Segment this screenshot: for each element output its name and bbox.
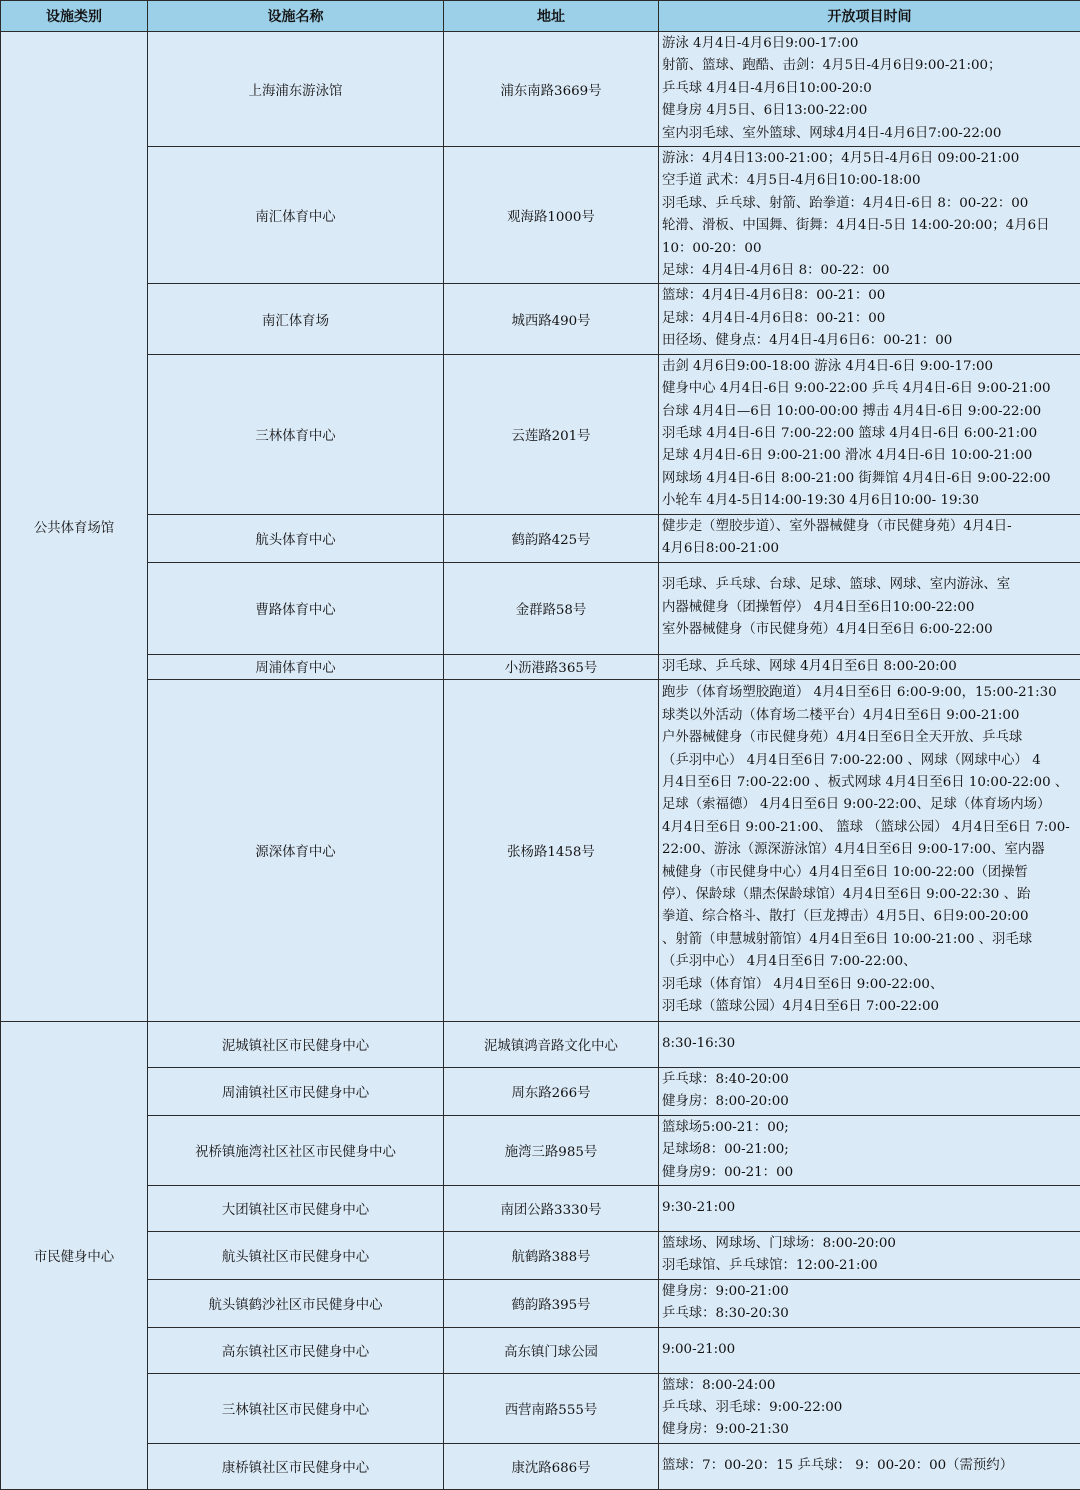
facility-name: 上海浦东游泳馆: [148, 32, 444, 147]
facility-address: 周东路266号: [444, 1067, 659, 1115]
table-row: [1, 1231, 1080, 1279]
hours-line: 球类以外活动（体育场二楼平台）4月4日至6日 9:00-21:00: [662, 705, 1080, 727]
facility-hours: [659, 562, 1080, 654]
hours-line: 羽毛球、乒乓球、射箭、跆拳道：4月4日-6日 8：00-22：00: [662, 193, 1080, 215]
facility-address: 西营南路555号: [444, 1373, 659, 1443]
hours-line: 小轮车 4月4-5日14:00-19:30 4月6日10:00- 19:30: [662, 490, 1080, 512]
hours-line: 8:30-16:30: [662, 1033, 1080, 1055]
table-row: [1, 1373, 1080, 1443]
table-row: [1, 1067, 1080, 1115]
hours-line: （乒羽中心） 4月4日至6日 7:00-22:00、: [662, 951, 1080, 973]
hours-line: 健身房：9:00-21:00: [662, 1281, 1080, 1303]
facility-name: 南汇体育中心: [148, 147, 444, 284]
hours-line: 轮滑、滑板、中国舞、街舞：4月4日-5日 14:00-20:00；4月6日: [662, 215, 1080, 237]
hours-line: 健身房 4月5日、6日13:00-22:00: [662, 100, 1080, 122]
hours-line: 游泳 4月4日-4月6日9:00-17:00: [662, 33, 1080, 55]
hours-line: 健身中心 4月4日-6日 9:00-22:00 乒乓 4月4日-6日 9:00-21:00: [662, 378, 1080, 400]
hours-line: 9:00-21:00: [662, 1339, 1080, 1361]
hours-line: 羽毛球（篮球公园）4月4日至6日 7:00-22:00: [662, 996, 1080, 1018]
hours-line: 月4日至6日 7:00-22:00 、板式网球 4月4日至6日 10:00-22:00 、: [662, 772, 1080, 794]
hours-line: 击剑 4月6日9:00-18:00 游泳 4月4日-6日 9:00-17:00: [662, 356, 1080, 378]
hours-line: 乒乓球、羽毛球：9:00-22:00: [662, 1397, 1080, 1419]
table-row: [1, 679, 1080, 1021]
table-row: [1, 654, 1080, 679]
table-row: [1, 284, 1080, 354]
hours-line: 篮球：7：00-20：15 乒乓球： 9：00-20：00（需预约）: [662, 1455, 1080, 1477]
hours-line: 乒乓球：8:30-20:30: [662, 1303, 1080, 1325]
hours-line: 羽毛球 4月4日-6日 7:00-22:00 篮球 4月4日-6日 6:00-21:00: [662, 423, 1080, 445]
hours-line: 室外器械健身（市民健身苑）4月4日至6日 6:00-22:00: [662, 619, 1080, 641]
table-row: [1, 1115, 1080, 1185]
facility-address: 浦东南路3669号: [444, 32, 659, 147]
table-row: [1, 32, 1080, 147]
facility-hours: [659, 1443, 1080, 1489]
facility-hours: [659, 284, 1080, 354]
facility-hours: [659, 679, 1080, 1021]
hours-line: 停）、保龄球（鼎杰保龄球馆）4月4日至6日 9:00-22:30 、跆: [662, 884, 1080, 906]
hours-line: 游泳：4月4日13:00-21:00；4月5日-4月6日 09:00-21:00: [662, 148, 1080, 170]
table-row: [1, 562, 1080, 654]
hours-line: 篮球：4月4日-4月6日8：00-21：00: [662, 285, 1080, 307]
hours-line: 足球场8：00-21:00;: [662, 1139, 1080, 1161]
hours-line: 足球 4月4日-6日 9:00-21:00 滑冰 4月4日-6日 10:00-21:00: [662, 445, 1080, 467]
hours-line: 健身房：9:00-21:30: [662, 1419, 1080, 1441]
table-row: [1, 1443, 1080, 1489]
hours-line: 室内羽毛球、室外篮球、网球4月4日-4月6日7:00-22:00: [662, 123, 1080, 145]
hours-line: 篮球：8:00-24:00: [662, 1375, 1080, 1397]
facility-address: 施湾三路985号: [444, 1115, 659, 1185]
facility-name: 航头镇社区市民健身中心: [148, 1231, 444, 1279]
facility-name: 三林镇社区市民健身中心: [148, 1373, 444, 1443]
facility-address: 康沈路686号: [444, 1443, 659, 1489]
hours-line: 羽毛球馆、乒乓球馆：12:00-21:00: [662, 1255, 1080, 1277]
facility-hours: [659, 1327, 1080, 1373]
facility-address: 张杨路1458号: [444, 679, 659, 1021]
table-row: [1, 1021, 1080, 1067]
facility-name: 航头体育中心: [148, 514, 444, 562]
facility-hours: [659, 32, 1080, 147]
hours-line: 空手道 武术：4月5日-4月6日10:00-18:00: [662, 170, 1080, 192]
hours-line: 9:30-21:00: [662, 1197, 1080, 1219]
hours-line: （乒羽中心） 4月4日至6日 7:00-22:00 、网球（网球中心） 4: [662, 750, 1080, 772]
facility-name: 泥城镇社区市民健身中心: [148, 1021, 444, 1067]
facility-address: 鹤韵路425号: [444, 514, 659, 562]
facility-hours: [659, 1067, 1080, 1115]
hours-line: 健步走（塑胶步道）、室外器械健身（市民健身苑）4月4日-: [662, 516, 1080, 538]
table-row: [1, 514, 1080, 562]
hours-line: 4月6日8:00-21:00: [662, 538, 1080, 560]
table-row: [1, 1327, 1080, 1373]
hours-line: 乒乓球：8:40-20:00: [662, 1069, 1080, 1091]
hours-line: 田径场、健身点：4月4日-4月6日6：00-21：00: [662, 330, 1080, 352]
hours-line: 乒乓球 4月4日-4月6日10:00-20:0: [662, 78, 1080, 100]
facility-hours: [659, 1021, 1080, 1067]
table-body: [1, 32, 1080, 1490]
header-category: 设施类别: [1, 1, 148, 32]
facility-name: 三林体育中心: [148, 354, 444, 514]
header-address: 地址: [444, 1, 659, 32]
hours-line: 篮球场5:00-21：00;: [662, 1117, 1080, 1139]
facility-address: 鹤韵路395号: [444, 1279, 659, 1327]
facility-name: 南汇体育场: [148, 284, 444, 354]
facility-hours: [659, 1373, 1080, 1443]
facility-hours: [659, 1115, 1080, 1185]
hours-line: 足球：4月4日-4月6日8：00-21：00: [662, 308, 1080, 330]
hours-line: 羽毛球、乒乓球、台球、足球、篮球、网球、室内游泳、室: [662, 574, 1080, 596]
hours-line: 户外器械健身（市民健身苑）4月4日至6日全天开放、乒乓球: [662, 727, 1080, 749]
hours-line: 4月4日至6日 9:00-21:00、 篮球 （篮球公园） 4月4日至6日 7:00-: [662, 817, 1080, 839]
table-row: [1, 147, 1080, 284]
facility-hours: [659, 1279, 1080, 1327]
facility-hours: [659, 1231, 1080, 1279]
facility-hours: [659, 354, 1080, 514]
facility-address: 航鹤路388号: [444, 1231, 659, 1279]
hours-line: 10：00-20：00: [662, 238, 1080, 260]
facility-address: 金群路58号: [444, 562, 659, 654]
facility-hours: [659, 654, 1080, 679]
facility-address: 小沥港路365号: [444, 654, 659, 679]
facility-hours: [659, 1185, 1080, 1231]
hours-line: 羽毛球、乒乓球、网球 4月4日至6日 8:00-20:00: [662, 656, 1080, 678]
hours-line: 内器械健身（团操暂停） 4月4日至6日10:00-22:00: [662, 597, 1080, 619]
hours-line: 22:00、游泳（源深游泳馆）4月4日至6日 9:00-17:00、室内器: [662, 839, 1080, 861]
facility-name: 祝桥镇施湾社区社区市民健身中心: [148, 1115, 444, 1185]
facility-name: 曹路体育中心: [148, 562, 444, 654]
facility-name: 大团镇社区市民健身中心: [148, 1185, 444, 1231]
header-row: [1, 1, 1080, 32]
table-row: [1, 1185, 1080, 1231]
hours-line: 跑步（体育场塑胶跑道） 4月4日至6日 6:00-9:00，15:00-21:30: [662, 682, 1080, 704]
facility-name: 周浦镇社区市民健身中心: [148, 1067, 444, 1115]
facility-hours: [659, 514, 1080, 562]
hours-line: 足球（索福德） 4月4日至6日 9:00-22:00、足球（体育场内场）: [662, 794, 1080, 816]
hours-line: 网球场 4月4日-6日 8:00-21:00 街舞馆 4月4日-6日 9:00-22:00: [662, 468, 1080, 490]
facility-address: 泥城镇鸿音路文化中心: [444, 1021, 659, 1067]
table-row: [1, 1279, 1080, 1327]
header-facility-name: 设施名称: [148, 1, 444, 32]
hours-line: 拳道、综合格斗、散打（巨龙搏击）4月5日、6日9:00-20:00: [662, 906, 1080, 928]
hours-line: 篮球场、网球场、门球场：8:00-20:00: [662, 1233, 1080, 1255]
hours-line: 健身房9：00-21：00: [662, 1162, 1080, 1184]
facility-address: 城西路490号: [444, 284, 659, 354]
hours-line: 健身房：8:00-20:00: [662, 1091, 1080, 1113]
facility-name: 高东镇社区市民健身中心: [148, 1327, 444, 1373]
facility-category: 公共体育场馆: [1, 32, 148, 1022]
facility-name: 康桥镇社区市民健身中心: [148, 1443, 444, 1489]
hours-line: 、射箭（申慧城射箭馆）4月4日至6日 10:00-21:00 、羽毛球: [662, 929, 1080, 951]
hours-line: 射箭、篮球、跑酷、击剑：4月5日-4月6日9:00-21:00；: [662, 55, 1080, 77]
facility-address: 南团公路3330号: [444, 1185, 659, 1231]
header-hours: 开放项目时间: [659, 1, 1080, 32]
facility-hours: [659, 147, 1080, 284]
facility-name: 航头镇鹤沙社区市民健身中心: [148, 1279, 444, 1327]
facility-address: 云莲路201号: [444, 354, 659, 514]
facility-address: 高东镇门球公园: [444, 1327, 659, 1373]
facility-category: 市民健身中心: [1, 1021, 148, 1489]
facility-name: 源深体育中心: [148, 679, 444, 1021]
facility-address: 观海路1000号: [444, 147, 659, 284]
table-row: [1, 354, 1080, 514]
hours-line: 羽毛球（体育馆） 4月4日至6日 9:00-22:00、: [662, 974, 1080, 996]
hours-line: 台球 4月4日—6日 10:00-00:00 搏击 4月4日-6日 9:00-22:00: [662, 401, 1080, 423]
hours-line: 械健身（市民健身中心）4月4日至6日 10:00-22:00（团操暂: [662, 862, 1080, 884]
facility-name: 周浦体育中心: [148, 654, 444, 679]
hours-line: 足球：4月4日-4月6日 8：00-22：00: [662, 260, 1080, 282]
